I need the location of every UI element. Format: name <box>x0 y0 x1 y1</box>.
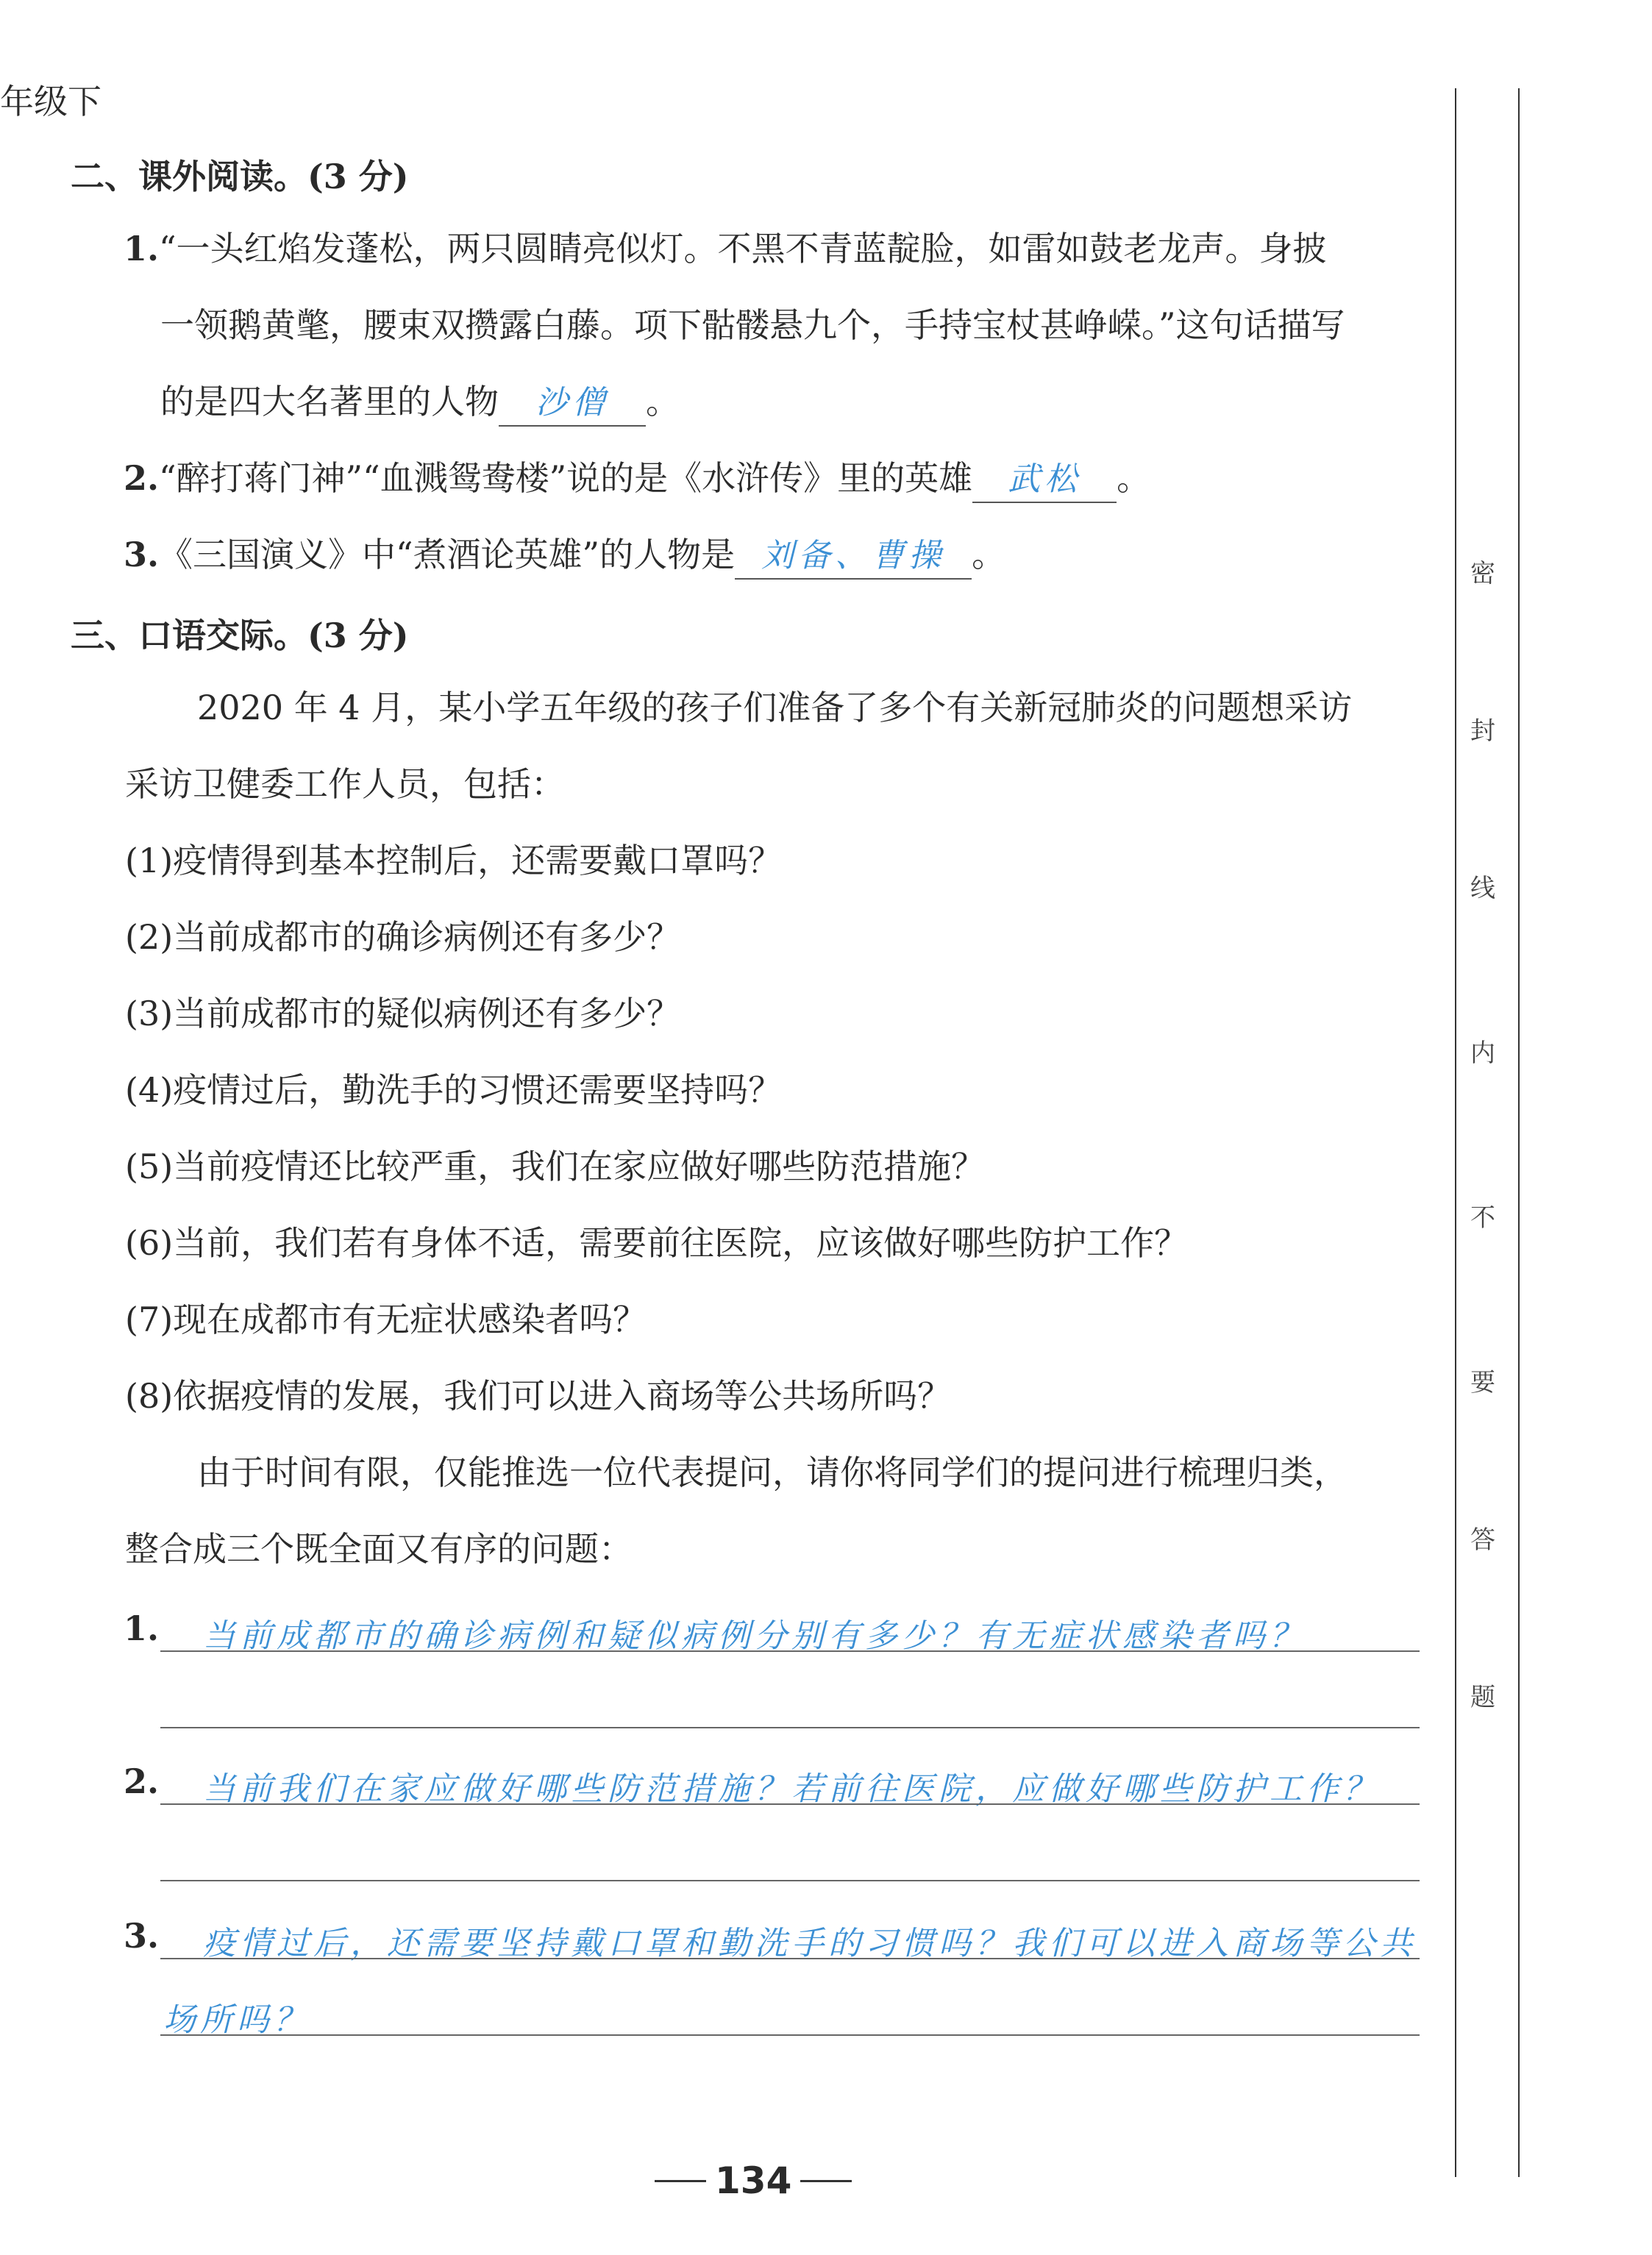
q1-number: 1. <box>124 229 160 268</box>
intro-line-2: 采访卫健委工作人员，包括： <box>125 764 565 804</box>
q1-line-3 <box>160 380 680 427</box>
answer-1-text[interactable]: 当前成都市的确诊病例和疑似病例分别有多少？有无症状感染者吗？ <box>203 1617 1306 1655</box>
footer-dash-right <box>800 2180 852 2182</box>
answer-3-number: 3. <box>124 1916 160 1956</box>
intro-line-1: 2020 年 4 月，某小学五年级的孩子们准备了多个有关新冠肺炎的问题想采访 <box>197 688 1353 727</box>
q3-suffix: 。 <box>972 535 1006 574</box>
grade-label: 年级下 <box>0 82 102 121</box>
q2-number: 2. <box>124 458 160 498</box>
section-2-title: 二、课外阅读。(3 分) <box>71 157 409 196</box>
q3-text: 《三国演义》中“煮酒论英雄”的人物是 <box>159 535 736 574</box>
seal-margin-line-left <box>1455 88 1456 2177</box>
answer-2-rule-1 <box>160 1803 1420 1805</box>
seal-char: 封 <box>1470 716 1495 746</box>
answer-2-text[interactable]: 当前我们在家应做好哪些防范措施？若前往医院，应做好哪些防护工作？ <box>203 1770 1380 1808</box>
answer-3-text-2[interactable]: 场所吗？ <box>163 2001 310 2039</box>
list-item: (7)现在成都市有无症状感染者吗？ <box>125 1300 647 1339</box>
list-item: (4)疫情过后，勤洗手的习惯还需要坚持吗？ <box>125 1070 783 1110</box>
seal-char: 要 <box>1470 1368 1495 1397</box>
q2-text: “醉打蒋门神”“血溅鸳鸯楼”说的是《水浒传》里的英雄 <box>159 458 973 498</box>
list-item: (8)依据疫情的发展，我们可以进入商场等公共场所吗？ <box>125 1376 952 1416</box>
answer-2-number: 2. <box>124 1761 160 1801</box>
seal-char: 密 <box>1470 559 1495 588</box>
q1-line-1 <box>124 227 1327 271</box>
q1-suffix: 。 <box>646 382 680 421</box>
answer-1-rule-1 <box>160 1650 1420 1652</box>
answer-3-rule-1 <box>160 1958 1420 1959</box>
seal-char: 不 <box>1470 1203 1495 1233</box>
seal-char: 线 <box>1470 874 1495 903</box>
seal-char: 题 <box>1470 1683 1495 1712</box>
list-item: (2)当前成都市的确诊病例还有多少？ <box>125 917 681 957</box>
answer-1-rule-2 <box>160 1727 1420 1728</box>
q1-answer-field[interactable]: 沙僧 <box>499 381 646 427</box>
page-number-text: 134 <box>715 2159 792 2202</box>
list-item: (3)当前成都市的疑似病例还有多少？ <box>125 994 681 1033</box>
q3-line <box>124 532 1005 580</box>
answer-2-rule-2 <box>160 1880 1420 1881</box>
task-line-2: 整合成三个既全面又有序的问题： <box>125 1529 633 1569</box>
footer-dash-left <box>655 2180 706 2182</box>
q3-answer-field[interactable]: 刘备、曹操 <box>735 534 972 580</box>
q2-line <box>124 456 1150 503</box>
section-3-title: 三、口语交际。(3 分) <box>71 616 409 655</box>
q2-suffix: 。 <box>1117 458 1151 498</box>
list-item: (6)当前，我们若有身体不适，需要前往医院，应该做好哪些防护工作？ <box>125 1223 1189 1263</box>
page-number <box>655 2159 852 2202</box>
seal-char: 答 <box>1470 1525 1495 1555</box>
q3-number: 3. <box>124 535 160 574</box>
seal-margin-line-right <box>1518 88 1520 2177</box>
task-line-1: 由于时间有限，仅能推选一位代表提问，请你将同学们的提问进行梳理归类， <box>197 1453 1347 1492</box>
list-item: (1)疫情得到基本控制后，还需要戴口罩吗？ <box>125 841 783 880</box>
list-item: (5)当前疫情还比较严重，我们在家应做好哪些防范措施？ <box>125 1147 986 1186</box>
answer-3-text-1[interactable]: 疫情过后，还需要坚持戴口罩和勤洗手的习惯吗？我们可以进入商场等公共 <box>203 1925 1417 1962</box>
answer-3-rule-2 <box>160 2034 1420 2036</box>
q1-text-1: “一头红焰发蓬松，两只圆睛亮似灯。不黑不青蓝靛脸，如雷如鼓老龙声。身披 <box>159 229 1327 268</box>
q1-text-2: 一领鹅黄氅，腰束双攒露白藤。项下骷髅悬九个，手持宝杖甚峥嵘。”这句话描写 <box>160 305 1345 345</box>
seal-char: 内 <box>1470 1039 1495 1068</box>
q1-text-3: 的是四大名著里的人物 <box>160 382 499 421</box>
answer-1-number: 1. <box>124 1609 160 1648</box>
q2-answer-field[interactable]: 武松 <box>972 457 1117 503</box>
